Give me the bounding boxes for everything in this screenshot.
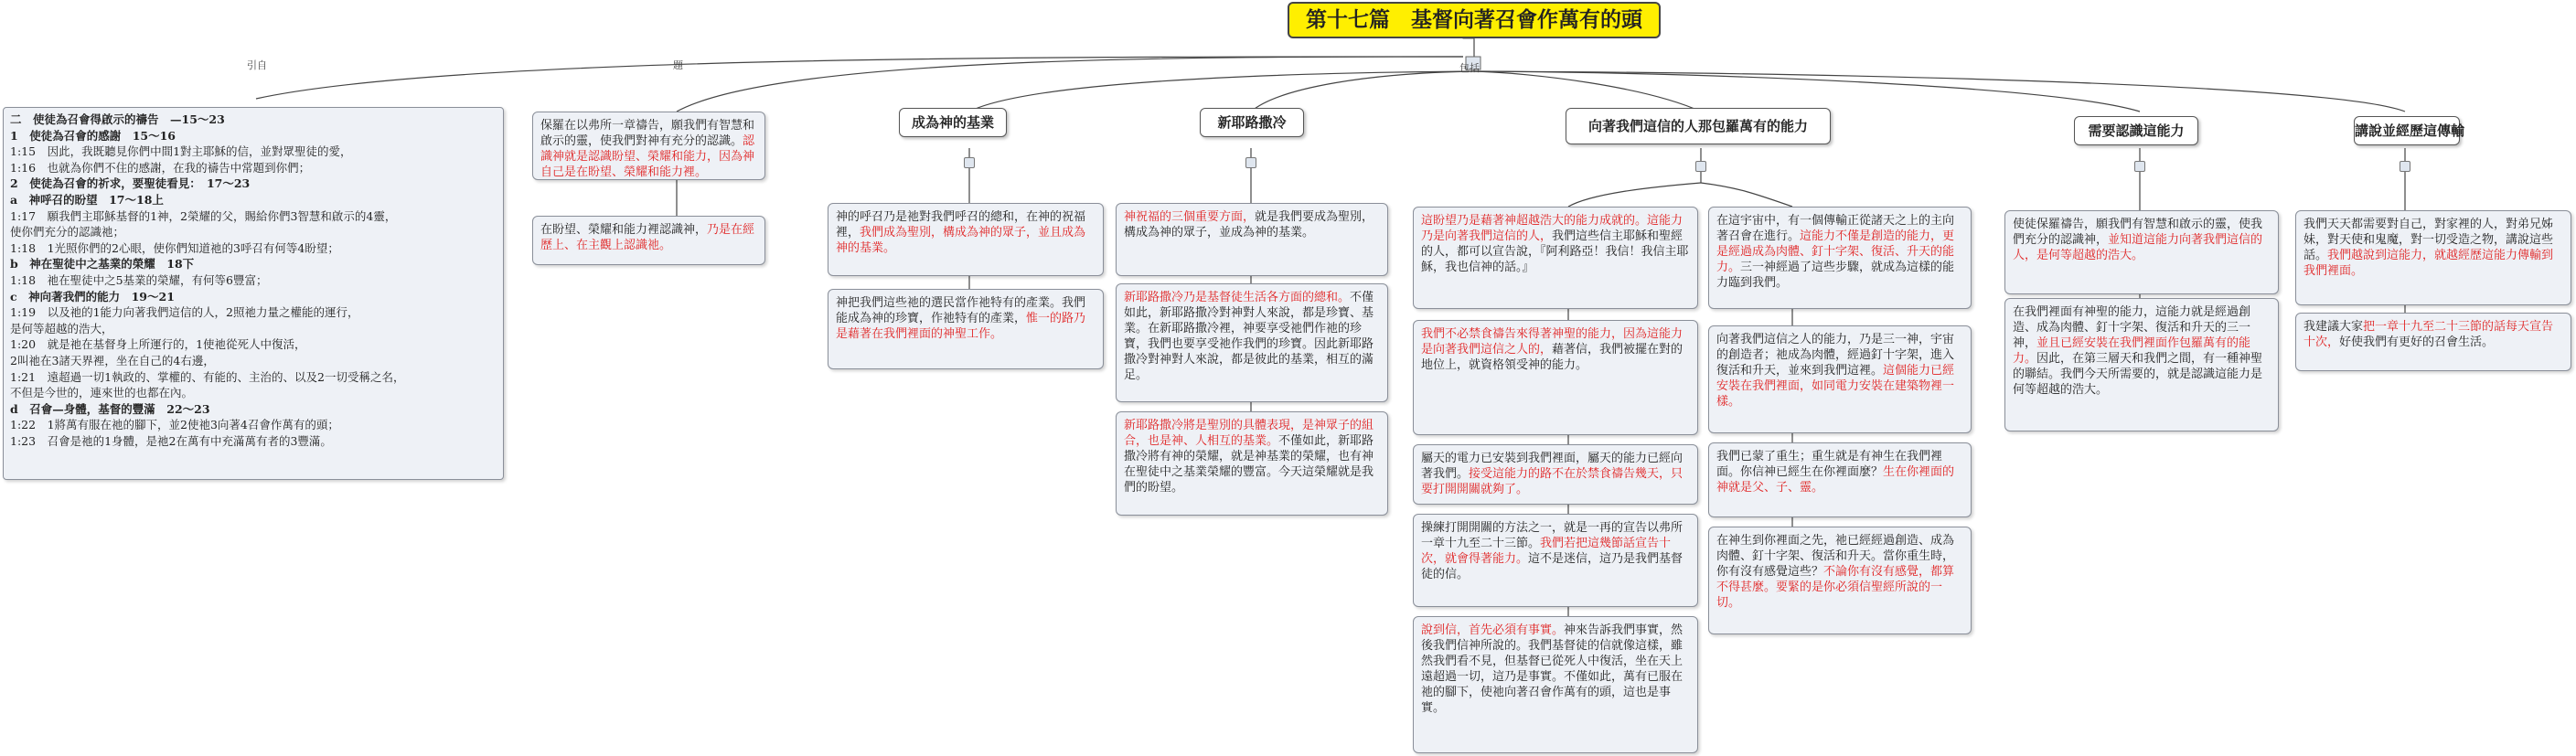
power-note-a2: 我們不必禁食禱告來得著神聖的能力，因為這能力是向著我們這信之人的，藉著信，我們被擺在對的地位上，就資格領受神的能力。 [1413, 320, 1698, 435]
outline-line: 1:20 就是祂在基督身上所運行的，1使祂從死人中復活， [10, 337, 306, 352]
outline-line: 1:17 願我們主耶穌基督的1神，2榮耀的父，賜給你們3智慧和啟示的4靈， [10, 208, 397, 223]
header-inheritance[interactable]: 新耶路撒冷 [1200, 108, 1304, 137]
outline-line: 1:18 祂在聖徒中之5基業的榮耀，有何等6豐富； [10, 272, 268, 287]
power-note-b2: 向著我們這信之人的能力，乃是三一神，宇宙的創造者；祂成為肉體，經過釘十字架，進入復活和升天，並來到我們這裡。這個能力已經安裝在我們裡面，如同電力安裝在建築物裡一樣。 [1708, 325, 1972, 433]
calling-note-2: 神把我們這些祂的選民當作祂特有的產業。我們能成為神的珍寶，作祂特有的產業，惟一的路乃是藉著在我們裡面的神聖工作。 [828, 289, 1104, 369]
header-tell[interactable]: 講說並經歷這傳輸 [2354, 116, 2460, 145]
outline-line: 1:21 遠超過一切1執政的、掌權的、有能的、主治的、以及2一切受稱之名， [10, 369, 405, 384]
root-topic[interactable]: 第十七篇 基督向著召會作萬有的頭 [1288, 2, 1661, 38]
outline-line: 1:23 召會是祂的1身體，是祂2在萬有中充滿萬有者的3豐滿。 [10, 433, 332, 448]
outline-line: 1:18 1光照你們的2心眼，使你們知道祂的3呼召有何等4盼望； [10, 240, 339, 255]
collapse-marker[interactable] [964, 157, 975, 168]
outline-line: 1:22 1將萬有服在祂的腳下，並2使祂3向著4召會作萬有的頭； [10, 418, 339, 432]
outline-line: 1:19 以及祂的1能力向著我們這信的人，2照祂力量之權能的運行， [10, 305, 359, 320]
collapse-marker[interactable] [1245, 157, 1256, 168]
power-note-b1: 在這宇宙中，有一個傳輸正從諸天之上的主向著召會在進行。這能力不僅是創造的能力，更是經過成為肉體、釘十字架、復活、升天的能力。三一神經過了這些步驟，就成為這樣的能力臨到我們。 [1708, 207, 1972, 309]
inheritance-note-3: 新耶路撒冷將是聖別的具體表現，是神眾子的組合，也是神、人相互的基業。不僅如此，新耶路撒冷將有神的榮耀，就是神基業的榮耀，也有神在聖徒中之基業榮耀的豐富。今天這榮耀就是我們的盼望。 [1116, 411, 1388, 516]
power-note-a1: 這盼望乃是藉著神超越浩大的能力成就的。這能力乃是向著我們這信的人，我們這些信主耶穌和聖經的人，都可以宣告說，『阿利路亞！我信！我信主耶穌，我也信神的話。』 [1413, 207, 1698, 309]
intro-note: 保羅在以弗所一章禱告，願我們有智慧和啟示的靈，使我們對神有充分的認識。認識神就是認識盼望、榮耀和能力，因為神自己是在盼望、榮耀和能力裡。 [532, 112, 765, 180]
power-note-a5: 說到信，首先必須有事實。神來告訴我們事實，然後我們信神所說的。我們基督徒的信就像這樣，雖然我們看不見，但基督已從死人中復活，坐在天上遠超過一切，這乃是事實。不僅如此，萬有已服在祂的腳下，使祂向著召會作萬有的頭，這也是事實。 [1413, 616, 1698, 753]
intro-note-2: 在盼望、榮耀和能力裡認識神，乃是在經歷上、在主觀上認識祂。 [532, 216, 765, 265]
outline-line: 1:15 因此，我既聽見你們中間1對主耶穌的信，並對眾聖徒的愛， [10, 144, 352, 159]
header-need[interactable]: 需要認識這能力 [2074, 116, 2198, 145]
power-note-b4: 在神生到你裡面之先，祂已經經過創造、成為肉體、釘十字架、復活和升天。當你重生時，你有沒有感覺這些？不論你有沒有感覺，都算不得甚麼。要緊的是你必須信聖經所說的一切。 [1708, 527, 1972, 634]
outline-line: a 神呼召的盼望 17～18上 [10, 192, 164, 207]
branch-label-sub: 包括 [1459, 62, 1480, 74]
scripture-outline [3, 107, 504, 480]
branch-label-intro: 引自 [247, 59, 267, 71]
power-note-b3: 我們已蒙了重生；重生就是有神生在我們裡面。你信神已經生在你裡面麼？生在你裡面的神就是父、子、靈。 [1708, 442, 1972, 517]
tell-note-2: 我建議大家把一章十九至二十三節的話每天宣告十次，好使我們有更好的召會生活。 [2295, 313, 2571, 371]
calling-note-1: 神的呼召乃是祂對我們呼召的總和，在神的祝福裡，我們成為聖別，構成為神的眾子，並且成為神的基業。 [828, 203, 1104, 276]
outline-line: 1 使徒為召會的感謝 15～16 [10, 128, 176, 143]
tell-note-1: 我們天天都需要對自己，對家裡的人，對弟兄姊妹，對天使和鬼魔，對一切受造之物，講說這些話。我們越說到這能力，就越經歷這能力傳輸到我們裡面。 [2295, 210, 2571, 305]
collapse-marker[interactable] [2134, 161, 2145, 172]
outline-line: 1:16 也就為你們不住的感謝，在我的禱告中常題到你們； [10, 160, 311, 175]
outline-line: b 神在聖徒中之基業的榮耀 18下 [10, 257, 195, 272]
outline-line: c 神向著我們的能力 19～21 [10, 289, 175, 303]
collapse-marker[interactable] [1695, 161, 1706, 172]
collapse-marker[interactable] [2400, 161, 2410, 172]
outline-line: 不但是今世的，連來世的也都在內。 [10, 386, 194, 400]
outline-line: 2叫祂在3諸天界裡，坐在自己的4右邊， [10, 353, 215, 367]
power-note-a4: 操練打開開關的方法之一，就是一再的宣告以弗所一章十九至二十三節。我們若把這幾節話宣告十次，就會得著能力。這不是迷信，這乃是我們基督徒的信。 [1413, 514, 1698, 607]
header-calling[interactable]: 成為神的基業 [899, 108, 1007, 137]
power-note-a3: 屬天的電力已安裝到我們裡面，屬天的能力已經向著我們。接受這能力的路不在於禁食禱告幾天，只要打開開關就夠了。 [1413, 444, 1698, 505]
need-note-1: 使徒保羅禱告，願我們有智慧和啟示的靈，使我們充分的認識神，並知道這能力向著我們這信的人，是何等超越的浩大。 [2004, 210, 2279, 294]
outline-line: d 召會—身體，基督的豐滿 22～23 [10, 401, 210, 416]
inheritance-note-2: 新耶路撒冷乃是基督徒生活各方面的總和。不僅如此，新耶路撒冷對神對人來說，都是珍寶、基業。在新耶路撒冷裡，神要享受祂們作祂的珍寶，我們也要享受祂作我們的珍寶。因此新耶路撒冷對神對人來說，都是彼此的基業，相互的滿足。 [1116, 283, 1388, 402]
outline-line: 使你們充分的認識祂； [10, 225, 125, 240]
need-note-2: 在我們裡面有神聖的能力，這能力就是經過創造、成為肉體、釘十字架、復活和升天的三一神，並且已經安裝在我們裡面作包羅萬有的能力。因此，在第三層天和我們之間，有一種神聖的聯結。我們今天所需要的，就是認識這能力是何等超越的浩大。 [2004, 298, 2279, 431]
outline-line: 二 使徒為召會得啟示的禱告 —15～23 [10, 112, 225, 126]
header-power[interactable]: 向著我們這信的人那包羅萬有的能力 [1566, 108, 1831, 144]
inheritance-note-1: 神祝福的三個重要方面，就是我們要成為聖別，構成為神的眾子，並成為神的基業。 [1116, 203, 1388, 276]
branch-label-main: 題 [673, 59, 683, 71]
outline-line: 2 使徒為召會的祈求，要聖徒看見： 17～23 [10, 176, 251, 191]
outline-line: 是何等超越的浩大， [10, 321, 113, 335]
